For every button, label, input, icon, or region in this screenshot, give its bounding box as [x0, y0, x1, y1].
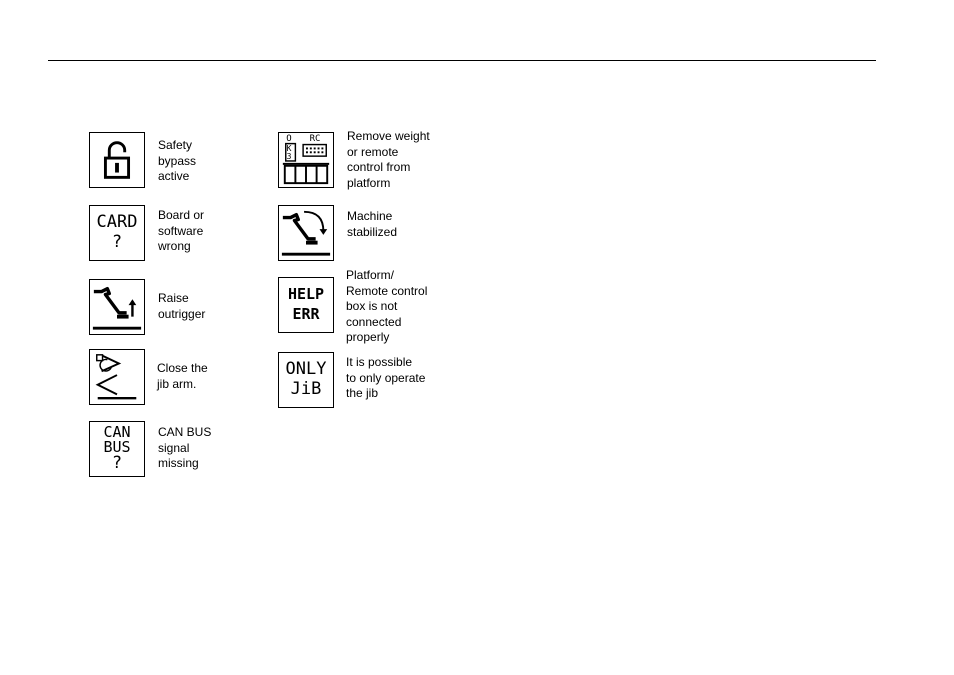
help-err-icon	[278, 277, 334, 333]
glyph-text: K 3	[286, 144, 292, 161]
glyph-text: O	[286, 134, 292, 144]
icon-label: Raise outrigger	[158, 291, 206, 321]
icon-label: Platform/ Remote control box is not connected properly	[346, 268, 428, 344]
glyph-text: HELP	[287, 285, 325, 303]
icon-label: Machine stabilized	[347, 209, 398, 239]
machine-stabilized-icon	[278, 205, 334, 261]
icon-label: Board or software wrong	[158, 208, 205, 253]
glyph-text: ?	[111, 453, 123, 473]
icon-label: Close the jib arm.	[157, 361, 208, 391]
remove-weight-remote-icon	[278, 132, 334, 188]
glyph-text: ONLY	[285, 359, 327, 379]
glyph-text: CAN	[103, 423, 131, 441]
glyph-text: ERR	[292, 305, 320, 323]
icon-label: Safety bypass active	[158, 138, 197, 183]
icon-label: Remove weight or remote control from platform	[347, 129, 430, 190]
glyph-text: CARD	[96, 212, 138, 232]
icon-label: CAN BUS signal missing	[158, 425, 212, 470]
glyph-text: RC	[309, 134, 321, 144]
only-jib-icon	[278, 352, 334, 408]
glyph-text: BUS	[103, 438, 131, 456]
raise-outrigger-icon	[89, 279, 145, 335]
header-rule	[48, 60, 876, 61]
glyph-text: JiB	[290, 379, 322, 399]
card-question-icon	[89, 205, 145, 261]
padlock-open-icon	[89, 132, 145, 188]
glyph-text: ?	[111, 232, 123, 252]
can-bus-question-icon	[89, 421, 145, 477]
icon-label: It is possible to only operate the jib	[346, 355, 426, 400]
close-jib-arm-icon	[89, 349, 145, 405]
